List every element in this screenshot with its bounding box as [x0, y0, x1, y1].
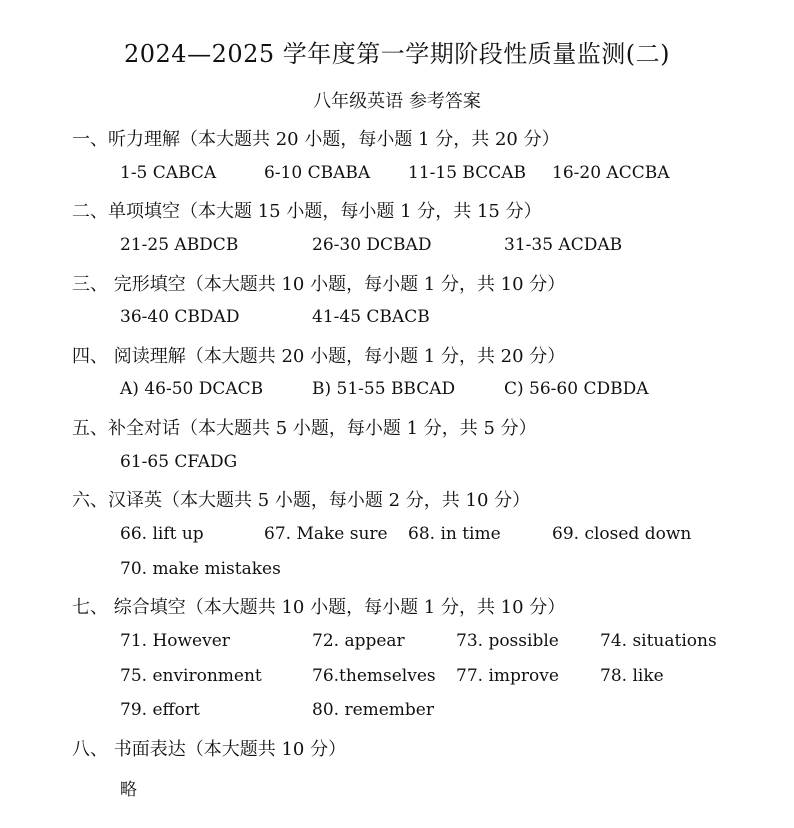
- answer-item: 79. effort: [120, 700, 200, 720]
- answer-item: 72. appear: [312, 631, 405, 651]
- answer-item: 41-45 CBACB: [312, 307, 430, 327]
- answer-item: 73. possible: [456, 631, 559, 651]
- answer-item: 75. environment: [120, 666, 262, 686]
- answer-item: 61-65 CFADG: [120, 452, 238, 472]
- answer-item: 16-20 ACCBA: [552, 163, 670, 183]
- answer-item: 71. However: [120, 631, 230, 651]
- answer-item: 6-10 CBABA: [264, 163, 371, 183]
- answer-item: 78. like: [600, 666, 664, 686]
- answer-item: 69. closed down: [552, 524, 692, 544]
- answer-item: 80. remember: [312, 700, 434, 720]
- answer-item: 68. in time: [408, 524, 501, 544]
- answer-item: 70. make mistakes: [120, 559, 281, 579]
- answer-item: 67. Make sure: [264, 524, 388, 544]
- section-heading: 三、 完形填空（本大题共 10 小题，每小题 1 分，共 10 分）: [72, 274, 566, 295]
- answer-item: 36-40 CBDAD: [120, 307, 240, 327]
- answer-item: 1-5 CABCA: [120, 163, 217, 183]
- answer-item: 26-30 DCBAD: [312, 235, 432, 255]
- section-heading: 五、补全对话（本大题共 5 小题，每小题 1 分，共 5 分）: [72, 418, 537, 439]
- section-heading: 一、听力理解（本大题共 20 小题，每小题 1 分，共 20 分）: [72, 129, 560, 150]
- answer-item: 31-35 ACDAB: [504, 235, 623, 255]
- section-heading: 四、 阅读理解（本大题共 20 小题，每小题 1 分，共 20 分）: [72, 346, 566, 367]
- answer-item: 76.themselves: [312, 666, 436, 686]
- answer-item: 11-15 BCCAB: [408, 163, 527, 183]
- section-heading: 七、 综合填空（本大题共 10 小题，每小题 1 分，共 10 分）: [72, 597, 566, 618]
- answer-item: B) 51-55 BBCAD: [312, 379, 456, 399]
- answer-item: 略: [120, 780, 137, 800]
- answer-item: 21-25 ABDCB: [120, 235, 239, 255]
- answer-item: 77. improve: [456, 666, 559, 686]
- page-title: 2024—2025 学年度第一学期阶段性质量监测(二): [123, 40, 670, 68]
- section-heading: 八、 书面表达（本大题共 10 分）: [72, 739, 347, 760]
- answer-item: A) 46-50 DCACB: [120, 379, 264, 399]
- section-heading: 六、汉译英（本大题共 5 小题，每小题 2 分，共 10 分）: [72, 490, 531, 511]
- answer-item: 74. situations: [600, 631, 717, 651]
- answer-item: C) 56-60 CDBDA: [504, 379, 649, 399]
- section-heading: 二、单项填空（本大题 15 小题，每小题 1 分，共 15 分）: [72, 201, 542, 222]
- answer-item: 66. lift up: [120, 524, 204, 544]
- page-subtitle: 八年级英语 参考答案: [313, 91, 481, 112]
